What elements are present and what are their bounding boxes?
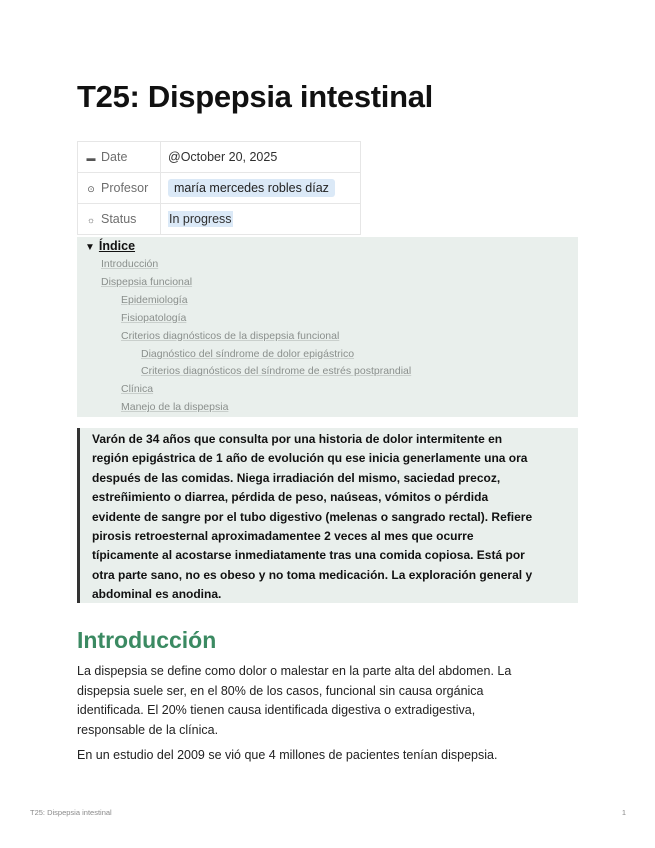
- footer-page-number: 1: [621, 808, 626, 817]
- toc-toggle[interactable]: [85, 239, 135, 253]
- property-value: In progress: [169, 212, 232, 226]
- properties-table: [77, 141, 361, 235]
- toc-heading: Índice: [98, 239, 136, 253]
- property-key: [78, 204, 161, 235]
- case-line: después de las comidas. Niega irradiación del mismo, saciedad precoz,: [92, 470, 501, 485]
- toc-link[interactable]: Criterios diagnósticos del síndrome de estrés postprandial: [141, 365, 412, 378]
- page-title: T25: Dispepsia intestinal: [77, 79, 433, 114]
- property-value-cell[interactable]: [161, 142, 361, 173]
- table-of-contents: [77, 237, 578, 417]
- property-row: [78, 142, 361, 173]
- toc-link[interactable]: Diagnóstico del síndrome de dolor epigástrico: [141, 347, 355, 360]
- toc-link[interactable]: Dispepsia funcional: [101, 275, 193, 288]
- intro-paragraph-2: En un estudio del 2009 se vió que 4 millones de pacientes tenían dispepsia.: [77, 748, 498, 762]
- section-heading-introduccion: Introducción: [77, 627, 217, 653]
- case-callout: [77, 428, 578, 603]
- case-line: Varón de 34 años que consulta por una historia de dolor intermitente en: [92, 432, 503, 446]
- toc-link[interactable]: Manejo de la dispepsia: [121, 401, 229, 414]
- property-value-cell[interactable]: [161, 173, 361, 204]
- intro-paragraph-1: [77, 662, 577, 740]
- toc-link[interactable]: Epidemiología: [121, 293, 188, 306]
- property-label: Status: [101, 212, 137, 226]
- footer-title: T25: Dispepsia intestinal: [30, 808, 112, 817]
- property-row: [78, 204, 361, 235]
- case-line: pirosis retroesternal aproximadamentee 2 veces al mes que ocurre: [92, 529, 474, 544]
- toc-link[interactable]: Introducción: [101, 258, 159, 270]
- case-line: típicamente al acostarse inmediatamente tras una comida copiosa. Está por: [92, 548, 525, 563]
- property-value-cell[interactable]: [161, 204, 361, 235]
- paragraph-line: dispepsia suele ser, en el 80% de los casos, funcional sin causa orgánica: [77, 683, 484, 698]
- toc-link[interactable]: Criterios diagnósticos de la dispepsia funcional: [121, 329, 340, 342]
- property-value: maría mercedes robles díaz: [168, 179, 335, 197]
- property-label: Profesor: [101, 181, 149, 195]
- status-icon: ☼: [86, 215, 96, 225]
- property-row: [78, 173, 361, 204]
- case-line: abdominal es anodina.: [92, 587, 222, 602]
- person-icon: ⊙: [87, 184, 95, 194]
- paragraph-line: responsable de la clínica.: [77, 722, 219, 737]
- paragraph-line: identificada. El 20% tienen causa identificada digestiva o extradigestiva,: [77, 703, 476, 718]
- property-key: [78, 173, 161, 204]
- case-line: región epigástrica de 1 año de evolución qu ese inicia generlamente una ora: [92, 451, 528, 466]
- toc-link[interactable]: Clínica: [121, 383, 154, 396]
- toc-link[interactable]: Fisiopatología: [121, 311, 187, 324]
- property-value: @October 20, 2025: [168, 150, 278, 164]
- case-line: estreñimiento o diarrea, pérdida de peso, naúseas, vómitos o pérdida: [92, 490, 489, 505]
- paragraph-line: La dispepsia se define como dolor o malestar en la parte alta del abdomen. La: [77, 664, 512, 678]
- case-line: evidente de sangre por el tubo digestivo (melenas o sangrado rectal). Refiere: [92, 509, 533, 524]
- toggle-arrow-icon[interactable]: ▼: [85, 242, 95, 253]
- property-label: Date: [101, 150, 128, 164]
- calendar-icon: ▬: [86, 153, 96, 163]
- case-line: otra parte sano, no es obeso y no toma medicación. La exploración general y: [92, 567, 533, 582]
- property-key: [78, 142, 161, 173]
